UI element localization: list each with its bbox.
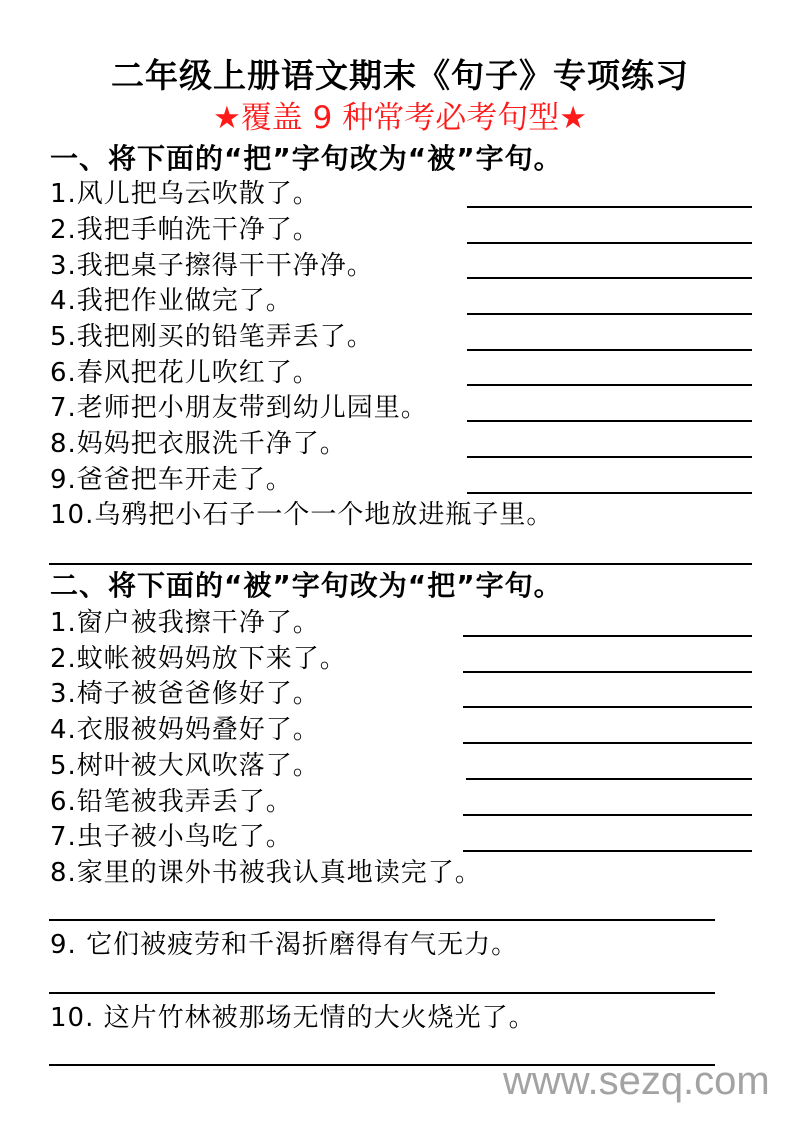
section-2-item-7: 7.虫子被小鸟吃了。 — [50, 822, 293, 852]
answer-line-1-1[interactable] — [467, 206, 752, 208]
section-1-item-7: 7.老师把小朋友带到幼儿园里。 — [50, 393, 428, 423]
section-2-item-6: 6.铅笔被我弄丢了。 — [50, 787, 293, 817]
answer-line-1-8[interactable] — [467, 456, 752, 458]
watermark: www.sezq.com — [503, 1059, 770, 1103]
section-1-item-9: 9.爸爸把车开走了。 — [50, 465, 293, 495]
section-1-item-3: 3.我把桌子擦得干干净净。 — [50, 251, 374, 281]
answer-line-2-9[interactable] — [49, 992, 715, 994]
answer-line-1-7[interactable] — [467, 420, 752, 422]
section-1-item-2: 2.我把手帕洗干净了。 — [50, 215, 320, 245]
section-2-item-3: 3.椅子被爸爸修好了。 — [50, 679, 320, 709]
answer-line-2-1[interactable] — [463, 635, 752, 637]
answer-line-2-8[interactable] — [49, 919, 715, 921]
answer-line-1-5[interactable] — [467, 349, 752, 351]
answer-line-2-5[interactable] — [466, 778, 752, 780]
answer-line-2-2[interactable] — [463, 671, 752, 673]
section-2-item-5: 5.树叶被大风吹落了。 — [50, 751, 320, 781]
answer-line-2-3[interactable] — [463, 706, 752, 708]
section-1-item-6: 6.春风把花儿吹红了。 — [50, 358, 320, 388]
section-2-item-9: 9. 它们被疲劳和千渴折磨得有气无力。 — [50, 930, 519, 960]
answer-line-1-3[interactable] — [467, 277, 752, 279]
section-1-item-8: 8.妈妈把衣服洗千净了。 — [50, 429, 347, 459]
section-1-heading: 一、将下面的“把”字句改为“被”字句。 — [50, 142, 563, 175]
section-2-item-1: 1.窗户被我擦干净了。 — [50, 608, 320, 638]
answer-line-2-7[interactable] — [463, 850, 752, 852]
section-2-item-2: 2.蚊帐被妈妈放下来了。 — [50, 644, 347, 674]
section-2-item-10: 10. 这片竹林被那场无情的大火烧光了。 — [50, 1003, 536, 1033]
answer-line-2-4[interactable] — [463, 742, 752, 744]
page-title: 二年级上册语文期末《句子》专项练习 — [111, 56, 689, 95]
answer-line-1-10[interactable] — [49, 563, 752, 565]
section-2-item-8: 8.家里的课外书被我认真地读完了。 — [50, 858, 482, 888]
section-2-item-4: 4.衣服被妈妈叠好了。 — [50, 715, 320, 745]
page-subtitle: ★覆盖 9 种常考必考句型★ — [212, 100, 587, 136]
section-1-item-1: 1.风儿把乌云吹散了。 — [50, 179, 320, 209]
answer-line-2-6[interactable] — [463, 814, 752, 816]
answer-line-1-9[interactable] — [467, 492, 752, 494]
section-1-item-10: 10.乌鸦把小石子一个一个地放进瓶子里。 — [50, 500, 554, 530]
answer-line-1-4[interactable] — [467, 313, 752, 315]
section-2-heading: 二、将下面的“被”字句改为“把”字句。 — [50, 569, 563, 602]
section-1-item-5: 5.我把刚买的铅笔弄丢了。 — [50, 322, 374, 352]
answer-line-1-2[interactable] — [467, 242, 752, 244]
answer-line-1-6[interactable] — [467, 384, 752, 386]
section-1-item-4: 4.我把作业做完了。 — [50, 286, 293, 316]
